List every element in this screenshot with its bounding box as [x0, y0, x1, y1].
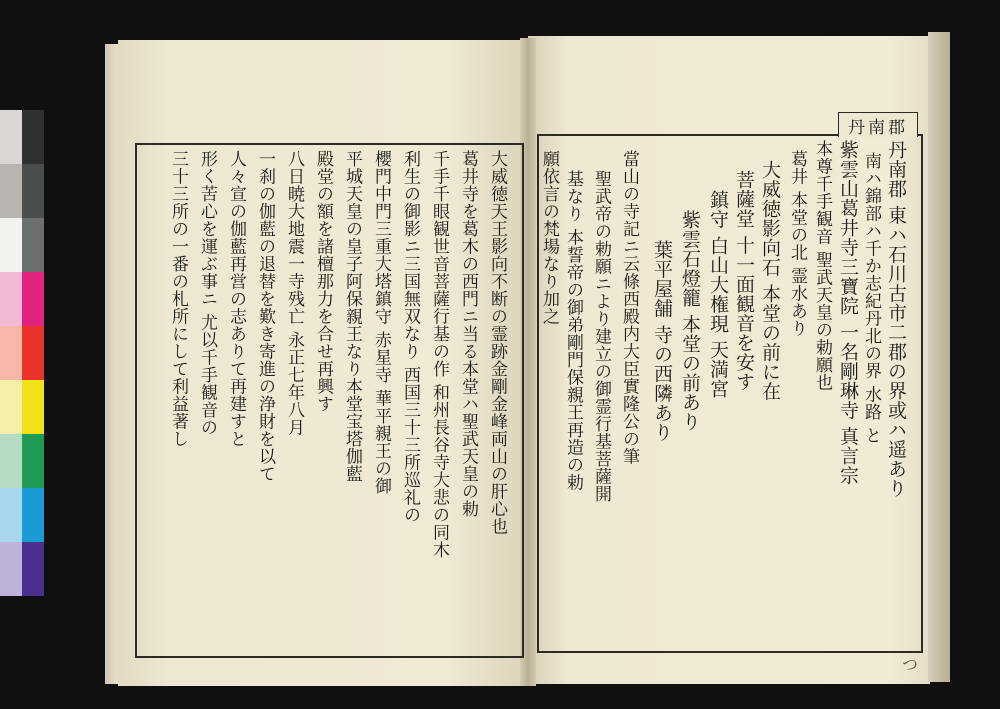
text-column: 三十三所の一番の札所にして利益著し: [168, 150, 188, 448]
text-column: 鎮守 白山大権現 天満宮: [707, 190, 729, 399]
text-column: 大威徳影向石 本堂の前に在: [759, 160, 781, 401]
text-column: 丹南郡 東ハ石川古市二郡の界或ハ遥あり: [885, 140, 907, 498]
right-page-edges: [928, 32, 950, 682]
text-column: 平城天皇の皇子阿保親王なり本堂宝塔伽藍: [342, 150, 362, 483]
text-column: 葛井寺を葛木の西門ニ当る本堂ハ聖武天皇の勅: [458, 150, 478, 518]
text-column: 利生の御影ニ三国無双なり 西国三十三所巡礼の: [400, 150, 420, 524]
text-column: 南ハ錦部ハ千か志紀丹北の界 水路 と: [861, 152, 881, 444]
text-column: 人々宣の伽藍再営の志ありて再建すと: [226, 150, 246, 448]
text-column: 一刹の伽藍の退替を歎き寄進の浄財を以て: [255, 150, 275, 483]
text-column: 葛井 本堂の北 霊水あり: [787, 150, 807, 337]
color-calibration-strip: [0, 110, 44, 600]
text-column: 八日暁大地震一寺残亡 永正七年八月: [284, 150, 304, 436]
section-tab: 丹南郡: [838, 112, 918, 137]
text-column: 本尊千手観音 聖武天皇の勅願也: [812, 140, 832, 391]
text-column: 櫻門中門三重大塔鎮守 赤星寺 華平親王の御: [371, 150, 391, 495]
text-column: 殿堂の額を諸檀那力を合せ再興す: [313, 150, 333, 413]
text-column: 形く苦心を運ぶ事ニ 尤以千手観音の: [197, 150, 217, 436]
text-column: 大威徳天王影向不断の霊跡金剛金峰両山の肝心也: [487, 150, 507, 535]
page-number-mark: つ: [902, 655, 919, 674]
text-column: 基なり 本誓帝の御弟剛門保親王再造の勅: [563, 170, 583, 491]
text-column: 聖武帝の勅願ニより建立の御霊行基菩薩開: [591, 170, 611, 503]
text-column: 願依言の梵場なり加之: [539, 150, 559, 325]
text-column: 千手千眼観世音菩薩行基の作 和州長谷寺大悲の同木: [429, 150, 449, 559]
text-column: 紫雲石燈籠 本堂の前あり: [679, 210, 701, 432]
text-column: 菩薩堂 十一面観音を安す: [733, 170, 755, 392]
text-column: 紫雲山葛井寺三寶院 一名剛琳寺 真言宗: [837, 140, 859, 485]
text-column: 當山の寺記ニ云條西殿内大臣實隆公の筆: [619, 150, 639, 465]
text-column: 葉平屋舗 寺の西隣あり: [651, 240, 673, 442]
